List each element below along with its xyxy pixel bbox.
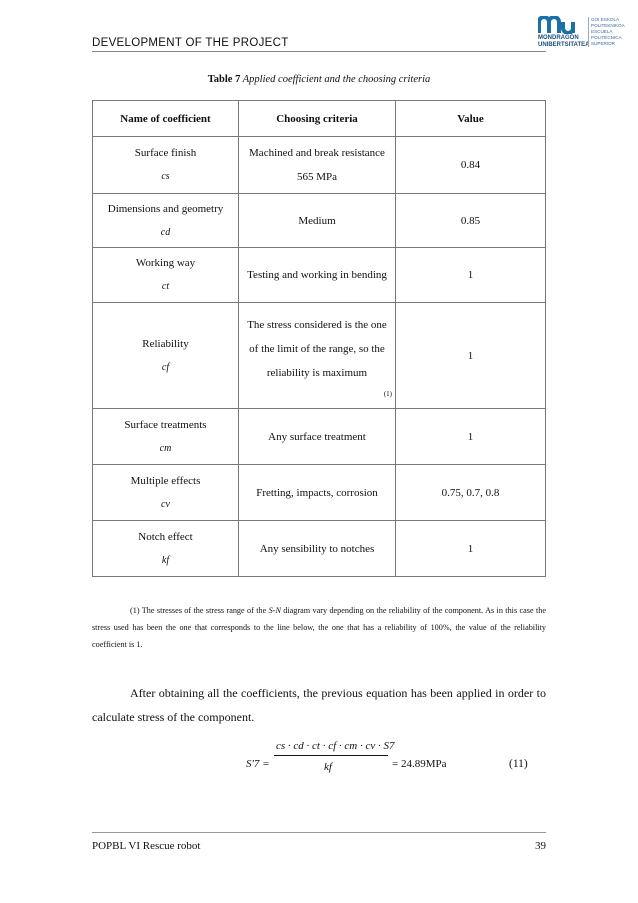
criteria-cell: Fretting, impacts, corrosion bbox=[239, 465, 396, 521]
criteria-cell: The stress considered is the one of the limit of the range, so the reliability is maximum (1) bbox=[239, 303, 396, 409]
caption-label: Table 7 bbox=[207, 74, 241, 85]
logo-mark-icon bbox=[538, 16, 584, 34]
university-logo bbox=[538, 14, 630, 52]
footnote-marker: (1) bbox=[383, 389, 392, 398]
equation-result: = 24.89MPa bbox=[392, 758, 447, 770]
coefficient-name-cell: Dimensions and geometry cd bbox=[93, 194, 239, 248]
footer-rule bbox=[92, 832, 546, 833]
coefficient-name-cell: Notch effect kf bbox=[93, 521, 239, 577]
table-row bbox=[93, 409, 546, 465]
criteria-cell: Testing and working in bending bbox=[239, 248, 396, 303]
coefficient-name-cell: Working way ct bbox=[93, 248, 239, 303]
coefficient-symbol: cm bbox=[159, 442, 172, 454]
table-caption bbox=[0, 74, 638, 85]
logo-school-name: GOI ESKOLA POLITEKNIKOA ESCUELA POLITÉCNICA SUPERIOR bbox=[588, 17, 625, 47]
table-row bbox=[93, 465, 546, 521]
value-cell: 0.84 bbox=[396, 137, 546, 194]
logo-wordmark: MONDRAGON UNIBERTSITATEA bbox=[538, 35, 590, 48]
value-cell: 1 bbox=[396, 303, 546, 409]
value-cell: 1 bbox=[396, 248, 546, 303]
fraction-bar bbox=[274, 755, 388, 756]
page-number: 39 bbox=[535, 840, 546, 852]
equation-numerator: cs · cd · ct · cf · cm · cv · S7 bbox=[276, 740, 395, 752]
caption-text: Applied coefficient and the choosing criteria bbox=[240, 74, 431, 85]
equation-number: (11) bbox=[509, 758, 528, 770]
coefficient-symbol: cd bbox=[160, 226, 171, 238]
equation-denominator: kf bbox=[324, 761, 332, 773]
body-paragraph: After obtaining all the coefficients, the previous equation has been applied in order to calculate stress of the component. bbox=[92, 686, 546, 724]
header-cell: Value bbox=[396, 101, 546, 137]
table-row bbox=[93, 303, 546, 409]
equation-lhs: S'7 = bbox=[246, 758, 270, 770]
criteria-cell: Any sensibility to notches bbox=[239, 521, 396, 577]
coefficient-name-cell: Reliability cf bbox=[93, 303, 239, 409]
table-header-row bbox=[93, 101, 546, 137]
header-cell: Choosing criteria bbox=[239, 101, 396, 137]
table-row bbox=[93, 137, 546, 194]
table-row bbox=[93, 194, 546, 248]
criteria-cell: Any surface treatment bbox=[239, 409, 396, 465]
running-header: DEVELOPMENT OF THE PROJECT bbox=[92, 37, 289, 49]
header-rule bbox=[92, 51, 546, 52]
criteria-cell: Machined and break resistance 565 MPa bbox=[239, 137, 396, 194]
table-footnote: (1) The stresses of the stress range of the S-N diagram vary depending on the reliability of the component. As in this case the stress used has been the one that corresponds to the line below, the one that has a reliability of 100%, the value of the reliability coefficient is 1. bbox=[92, 606, 546, 649]
coefficient-table bbox=[92, 100, 546, 577]
value-cell: 1 bbox=[396, 409, 546, 465]
coefficient-name-cell: Surface treatments cm bbox=[93, 409, 239, 465]
coefficient-symbol: ct bbox=[161, 281, 170, 292]
coefficient-symbol: cf bbox=[161, 361, 170, 373]
value-cell: 1 bbox=[396, 521, 546, 577]
coefficient-symbol: cv bbox=[161, 498, 170, 510]
footer-title: POPBL VI Rescue robot bbox=[92, 840, 201, 852]
value-cell: 0.85 bbox=[396, 194, 546, 248]
coefficient-symbol: kf bbox=[161, 554, 170, 566]
table-row bbox=[93, 521, 546, 577]
criteria-cell: Medium bbox=[239, 194, 396, 248]
coefficient-name-cell: Multiple effects cv bbox=[93, 465, 239, 521]
table-row bbox=[93, 248, 546, 303]
header-cell: Name of coefficient bbox=[93, 101, 239, 137]
coefficient-name-cell: Surface finish cs bbox=[93, 137, 239, 194]
coefficient-symbol: cs bbox=[161, 171, 170, 182]
value-cell: 0.75, 0.7, 0.8 bbox=[396, 465, 546, 521]
